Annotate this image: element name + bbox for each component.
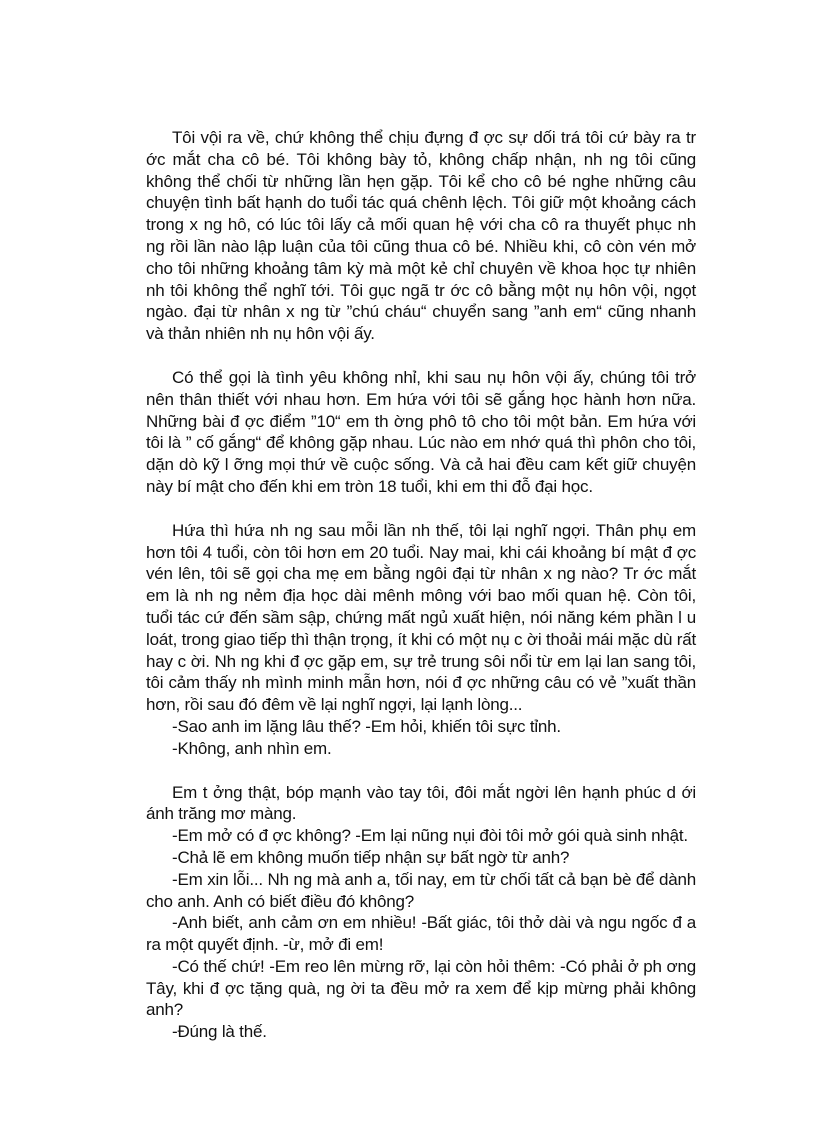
story-text bbox=[146, 127, 696, 1043]
dialog-line-7: -Có thế chứ! -Em reo lên mừng rỡ, lại còn hỏi thêm: -Có phải ở ph ơng Tây, khi đ ợc tặng quà, ng ời ta đều mở ra xem để kịp mừng phải không anh? bbox=[146, 956, 696, 1020]
narration-line: Em t ởng thật, bóp mạnh vào tay tôi, đôi mắt ngời lên hạnh phúc d ới ánh trăng mơ màng. bbox=[146, 782, 696, 824]
paragraph-1: Tôi vội ra về, chứ không thể chịu đựng đ ợc sự dối trá tôi cứ bày ra tr ớc mắt cha cô bé. Tôi không bày tỏ, không chấp nhận, nh ng tôi cũng không thể chối từ những lần hẹn gặp. Tôi kể cho cô bé nghe những câu chuyện tình bất hạnh do tuổi tác quá chênh lệch. Tôi giữ một khoảng cách trong x ng hô, có lúc tôi lấy cả mối quan hệ với cha cô ra thuyết phục nh ng rồi lần nào lập luận của tôi cũng thua cô bé. Nhiều khi, cô còn vén mở cho tôi những khoảng tâm kỳ mà một kẻ chỉ chuyên về khoa học tự nhiên nh tôi không thể nghĩ tới. Tôi gục ngã tr ớc cô bằng một nụ hôn vội, ngọt ngào. đại từ nhân x ng từ ”chú cháu“ chuyển sang ”anh em“ cũng nhanh và thản nhiên nh nụ hôn vội ấy. bbox=[146, 128, 696, 344]
dialog-line-1: -Sao anh im lặng lâu thế? -Em hỏi, khiến tôi sực tỉnh. bbox=[172, 716, 561, 736]
paragraph-2: Có thể gọi là tình yêu không nhỉ, khi sau nụ hôn vội ấy, chúng tôi trở nên thân thiết với nhau hơn. Em hứa với tôi sẽ gắng học hành hơn nữa. Những bài đ ợc điểm ”10“ em th ờng phô tô cho tôi một bản. Em hứa với tôi là ” cố gắng“ để không gặp nhau. Lúc nào em nhớ quá thì phôn cho tôi, dặn dò kỹ l ỡng mọi thứ về cuộc sống. Và cả hai đều cam kết giữ chuyện này bí mật cho đến khi em tròn 18 tuổi, khi em thi đỗ đại học. bbox=[146, 367, 696, 496]
dialog-line-4: -Chả lẽ em không muốn tiếp nhận sự bất ngờ từ anh? bbox=[172, 847, 570, 867]
dialog-line-2: -Không, anh nhìn em. bbox=[172, 738, 332, 758]
dialog-line-5: -Em xin lỗi... Nh ng mà anh a, tối nay, em từ chối tất cả bạn bè để dành cho anh. Anh có biết điều đó không? bbox=[146, 869, 696, 911]
paragraph-gap bbox=[146, 760, 696, 782]
paragraph-3: Hứa thì hứa nh ng sau mỗi lần nh thế, tôi lại nghĩ ngợi. Thân phụ em hơn tôi 4 tuổi, còn tôi hơn em 20 tuổi. Nay mai, khi cái khoảng bí mật đ ợc vén lên, tôi sẽ gọi cha mẹ em bằng ngôi đại từ nhân x ng nào? Tr ớc mắt em là nh ng nẻm địa học dài mênh mông với bao mối quan hệ. Còn tôi, tuổi tác cứ đến sầm sập, chứng mất ngủ xuất hiện, nói năng kém phần l u loát, trong giao tiếp thì thận trọng, ít khi có một nụ c ời thoải mái mặc dù rất hay c ời. Nh ng khi đ ợc gặp em, sự trẻ trung sôi nổi từ em lại lan sang tôi, tôi cảm thấy nh mình minh mẫn hơn, nói đ ợc những câu có vẻ ”xuất thần hơn, rồi sau đó đêm về lại nghĩ ngợi, lại lạnh lòng... bbox=[146, 520, 696, 715]
dialog-line-3: -Em mở có đ ợc không? -Em lại nũng nụi đòi tôi mở gói quà sinh nhật. bbox=[172, 826, 688, 846]
dialog-line-8: -Đúng là thế. bbox=[172, 1022, 267, 1042]
dialog-line-6: -Anh biết, anh cảm ơn em nhiều! -Bất giác, tôi thở dài và ngu ngốc đ a ra một quyết định. -ừ, mở đi em! bbox=[146, 913, 696, 955]
